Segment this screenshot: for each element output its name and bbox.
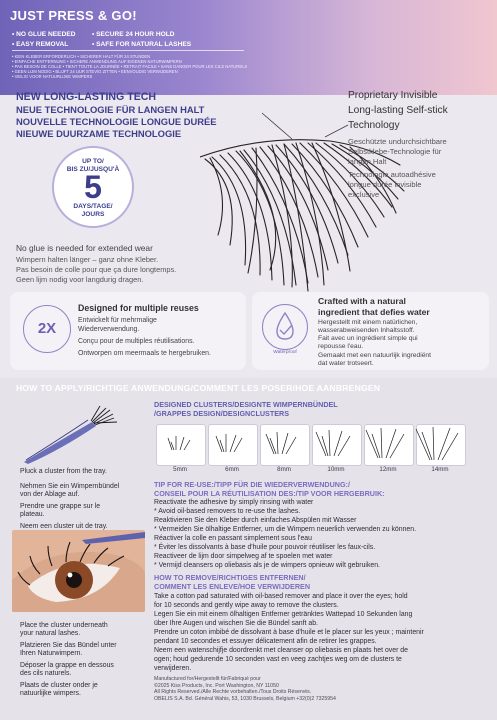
step2-text: Ihren Naturwimpern. (20, 650, 83, 657)
tech-heading: NIEUWE DUURZAME TECHNOLOGIE (16, 128, 182, 139)
step2-text: Place the cluster underneath (20, 622, 108, 629)
proprietary-translation: langen Halt (348, 157, 387, 166)
tech-heading: NOUVELLE TECHNOLOGIE LONGUE DURÉE (16, 116, 217, 127)
badge-number: 5 (84, 169, 102, 205)
remove-text: verwijderen. (154, 665, 192, 672)
badge-top-text: UP TO/ (82, 158, 104, 165)
cluster-size-label: 10mm (327, 466, 345, 473)
remove-text: Legen Sie ein mit einem ölhaltigen Entferner getränktes Wattepad 10 Sekunden lang (154, 611, 413, 618)
tip-text: Reactiveer de lijm door simpelweg af te spoelen met water (154, 553, 333, 560)
badge-top-text: BIS ZU/JUSQU'À (66, 166, 120, 173)
banner-feature: • SECURE 24 HOUR HOLD (92, 31, 175, 38)
banner-feature: • EASY REMOVAL (12, 41, 69, 48)
natural-text: dat water trotseert. (318, 360, 374, 367)
no-glue-translation: Wimpern halten länger – ganz ohne Kleber. (16, 255, 159, 264)
remove-heading: COMMENT LES ENLEVE/HOE VERWIJDEREN (154, 582, 311, 591)
natural-text: Gemaakt met een natuurlijk ingrediënt (318, 352, 432, 359)
legal-line: All Rights Reserved./Alle Rechte vorbehalten./Tous Droits Réservés. (154, 689, 312, 696)
reuse-text: Ontworpen om meermaals te hergebruiken. (78, 350, 211, 357)
reuse-2x-icon: 2X (23, 305, 71, 353)
remove-text: über Ihre Augen und wischen Sie die Bündel sanft ab. (154, 620, 318, 627)
natural-text: repousse l'eau. (318, 343, 364, 350)
proprietary-heading: Long-lasting Self-stick (348, 105, 448, 116)
tip-heading: CONSEIL POUR LA RÉUTILISATION DES:/TIP VOOR HERGEBRUIK: (154, 489, 385, 498)
natural-text: Fait avec un ingrédient simple qui (318, 335, 418, 342)
step2-text: Platzieren Sie das Bündel unter (20, 642, 117, 649)
step1-text: Prendre une grappe sur le (20, 503, 101, 510)
tip-text: * Vermijd cleansers op oliebasis als je de wimpers opnieuw wilt gebruiken. (154, 562, 380, 569)
five-days-badge (52, 146, 134, 228)
step2-text: Plaats de cluster onder je (20, 682, 98, 689)
reuse-text: Conçu pour de multiples réutilisations. (78, 338, 195, 345)
remove-text: for 10 seconds and gently wipe away to remove the clusters. (154, 602, 339, 609)
tech-heading: NEW LONG-LASTING TECH (16, 91, 157, 103)
legal-line: Manufactured for/Hergestellt für/Fabriqué pour (154, 676, 261, 682)
waterproof-label: Waterproof (273, 350, 297, 355)
step2-text: your natural lashes. (20, 630, 81, 637)
no-glue-translation: Pas besoin de colle pour que ça dure longtemps. (16, 265, 177, 274)
banner-fine-print: • KEIN KLEBER ERFORDERLICH • SICHERER HALT FÜR 24 STUNDEN (12, 54, 151, 59)
tip-heading: TIP FOR RE-USE:/TIPP FÜR DIE WIEDERVERWENDUNG:/ (154, 480, 350, 489)
tweezers-illustration (14, 404, 134, 464)
clusters-heading: DESIGNED CLUSTERS/DESIGNTE WIMPERNBÜNDEL (154, 400, 338, 409)
step1-text: plateau. (20, 511, 45, 518)
step2-text: Déposer la grappe en dessous (20, 662, 114, 669)
banner-title: JUST PRESS & GO! (10, 8, 137, 23)
cluster-lash-drawings (156, 424, 466, 466)
step1-text: Nehmen Sie ein Wimpernbündel (20, 483, 120, 490)
cluster-size-label: 5mm (173, 466, 187, 473)
step2-text: natuurlijke wimpers. (20, 690, 81, 697)
remove-text: ogen; houd gedurende 10 seconden vast en veeg zachtjes weg om de clusters te (154, 656, 402, 663)
no-glue-translation: Geen lijm nodig voor langdurig dragen. (16, 275, 144, 284)
tip-text: Reactivate the adhesive by simply rinsing with water (154, 499, 314, 506)
badge-bottom-text: DAYS/TAGE/ (73, 203, 113, 210)
step1-text: Pluck a cluster from the tray. (20, 468, 107, 475)
proprietary-translation: exclusive (348, 190, 380, 199)
remove-text: Take a cotton pad saturated with oil-based remover and place it over the eyes; hold (154, 593, 408, 600)
natural-title: ingredient that defies water (318, 307, 430, 317)
legal-text (154, 676, 336, 702)
tip-text: * Vermeiden Sie ölhaltige Entferner, um die Wimpern neuerlich verwenden zu können. (154, 526, 416, 533)
remove-text: Neem een watenschijfje doordrenkt met cleanser op oliebasis en plaats het over de (154, 647, 408, 654)
remove-text: pendant 10 secondes et essuyer délicatement afin de retirer les grappes. (154, 638, 377, 645)
apply-heading: HOW TO APPLY/RICHTIGE ANWENDUNG/COMMENT LES POSER/HOE AANBRENGEN (16, 383, 381, 393)
banner-fine-print: • PAS BESOIN DE COLLE • TIENT TOUTE LA JOURNÉE • RETRAIT FACILE • SANS DANGER POUR LES CILS NATURELS (12, 64, 248, 69)
banner-feature: • SAFE FOR NATURAL LASHES (92, 41, 192, 48)
legal-line: ©2025 Kiss Products, Inc. Port Washington, NY 11050 (154, 682, 279, 689)
banner-feature: • NO GLUE NEEDED (12, 31, 76, 38)
proprietary-translation: Geschützte undurchsichtbare (348, 137, 447, 146)
natural-text: wasserabweisenden Inhaltsstoff. (318, 327, 415, 334)
natural-text: Hergestellt mit einem natürlichen, (318, 319, 418, 326)
reuse-text: Wiederverwendung. (78, 326, 140, 333)
proprietary-translation: Selbstklebe-Technologie für (348, 147, 442, 156)
banner-fine-print: • GEEN LIJM NODIG • BLIJFT 24 UUR STEVIG ZITTEN • EENVOUDIG VERWIJDEREN (12, 69, 178, 74)
clusters-heading: /GRAPPES DESIGN/DESIGNCLUSTERS (154, 409, 289, 418)
waterproof-icon (262, 304, 308, 350)
banner-fine-print: • EINFACHE ENTFERNUNG • SICHERE ANWENDUNG AUF EIGENEN NATURWIMPERN (12, 59, 182, 64)
water-drop-icon (263, 305, 307, 349)
natural-title: Crafted with a natural (318, 296, 406, 306)
tech-heading: NEUE TECHNOLOGIE FÜR LANGEN HALT (16, 104, 205, 115)
reuse-text: Entwickelt für mehrmalige (78, 317, 157, 324)
proprietary-translation: longue durée invisible (348, 180, 422, 189)
step1-text: von der Ablage auf. (20, 491, 80, 498)
tip-text: Reaktivieren Sie den Kleber durch einfaches Abspülen mit Wasser (154, 517, 357, 524)
eye-application-photo (12, 530, 145, 612)
cluster-size-label: 6mm (225, 466, 239, 473)
proprietary-heading: Technology (348, 120, 400, 131)
step1-text: Neem een cluster uit de tray. (20, 523, 108, 530)
step2-text: des cils naturels. (20, 670, 72, 677)
tip-text: Réactiver la colle en passant simplement sous l'eau (154, 535, 312, 542)
cluster-size-label: 14mm (431, 466, 449, 473)
remove-text: Prendre un coton imbibé de dissolvant à base d'huile et le placer sur les yeux ; maintenir (154, 629, 424, 636)
reuse-title: Designed for multiple reuses (78, 303, 199, 313)
cluster-size-label: 8mm (277, 466, 291, 473)
legal-line: OBELIS S.A. Bd. Général Wahis, 53, 1030 Brussels, Belgium +32(0)2 7325954 (154, 695, 336, 702)
tip-text: * Éviter les dissolvants à base d'huile pour pouvoir réutiliser les faux-cils. (154, 544, 376, 551)
cluster-size-label: 12mm (379, 466, 397, 473)
no-glue-text: No glue is needed for extended wear (16, 243, 153, 253)
banner-divider (12, 50, 244, 51)
badge-bottom-text: JOURS (81, 211, 105, 218)
proprietary-heading: Proprietary Invisible (348, 90, 438, 101)
proprietary-translation: Technologie autoadhésive (348, 170, 436, 179)
remove-heading: HOW TO REMOVE/RICHTIGES ENTFERNEN/ (154, 573, 306, 582)
tip-text: * Avoid oil-based removers to re-use the lashes. (154, 508, 301, 515)
banner-fine-print: • VEILIG VOOR NATUURLIJKE WIMPERS (12, 74, 93, 79)
